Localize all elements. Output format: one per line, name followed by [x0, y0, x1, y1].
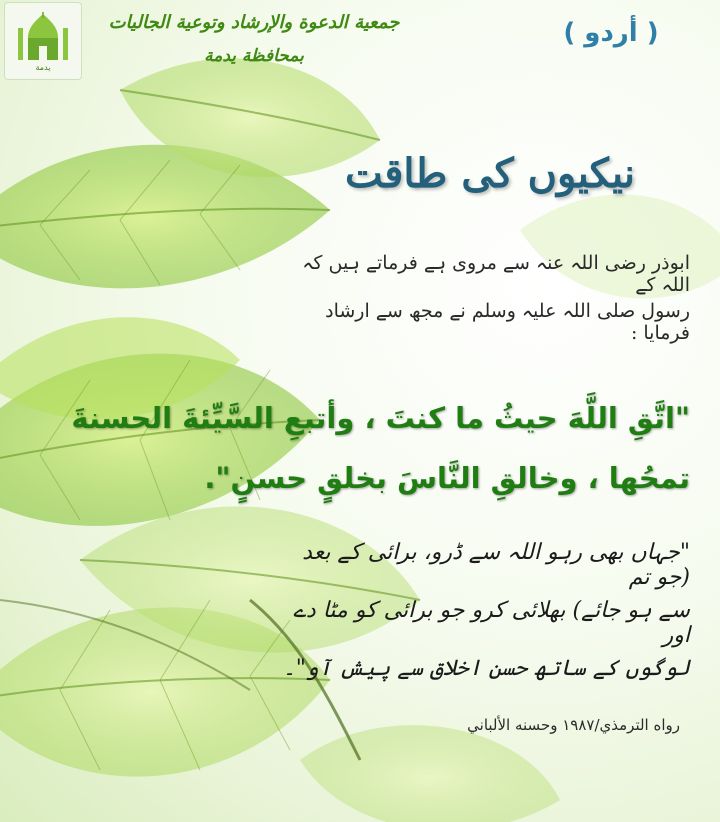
poster-title: نیکیوں کی طاقت	[344, 150, 636, 197]
language-tag: ( أردو )	[563, 18, 659, 48]
mosque-logo-icon	[12, 10, 74, 72]
intro-line: ابوذر رضی اللہ عنہ سے مروی ہے فرماتے ہیں کہ اللہ کے	[302, 252, 690, 296]
urdu-translation-line: لوگوں کے ساتھ حسن اخلاق سے پیش آو"۔	[282, 656, 690, 681]
organization-logo	[4, 2, 82, 80]
hadith-source: رواه الترمذي/١٩٨٧ وحسنه الألباني	[467, 716, 680, 734]
hadith-arabic-line: تمحُها ، وخالقِ النَّاسَ بخلقٍ حسنٍ".	[204, 461, 690, 495]
urdu-translation-line: "جہاں بھی رہو اللہ سے ڈرو، برائی کے بعد (جو تم	[302, 540, 690, 590]
organization-name: جمعية الدعوة والإرشاد وتوعية الجاليات	[108, 12, 400, 33]
intro-line: رسول صلی اللہ علیہ وسلم نے مجھ سے ارشاد فرمایا :	[325, 300, 690, 344]
organization-region: بمحافظة يدمة	[204, 46, 304, 66]
svg-text:يدمة: يدمة	[35, 63, 51, 72]
hadith-arabic-line: "اتَّقِ اللَّهَ حيثُ ما كنتَ ، وأتبعِ السَّيِّئةَ الحسنةَ	[71, 401, 690, 435]
urdu-translation-line: سے ہو جائے) بھلائی کرو جو برائی کو مٹا دے اور	[293, 598, 690, 648]
